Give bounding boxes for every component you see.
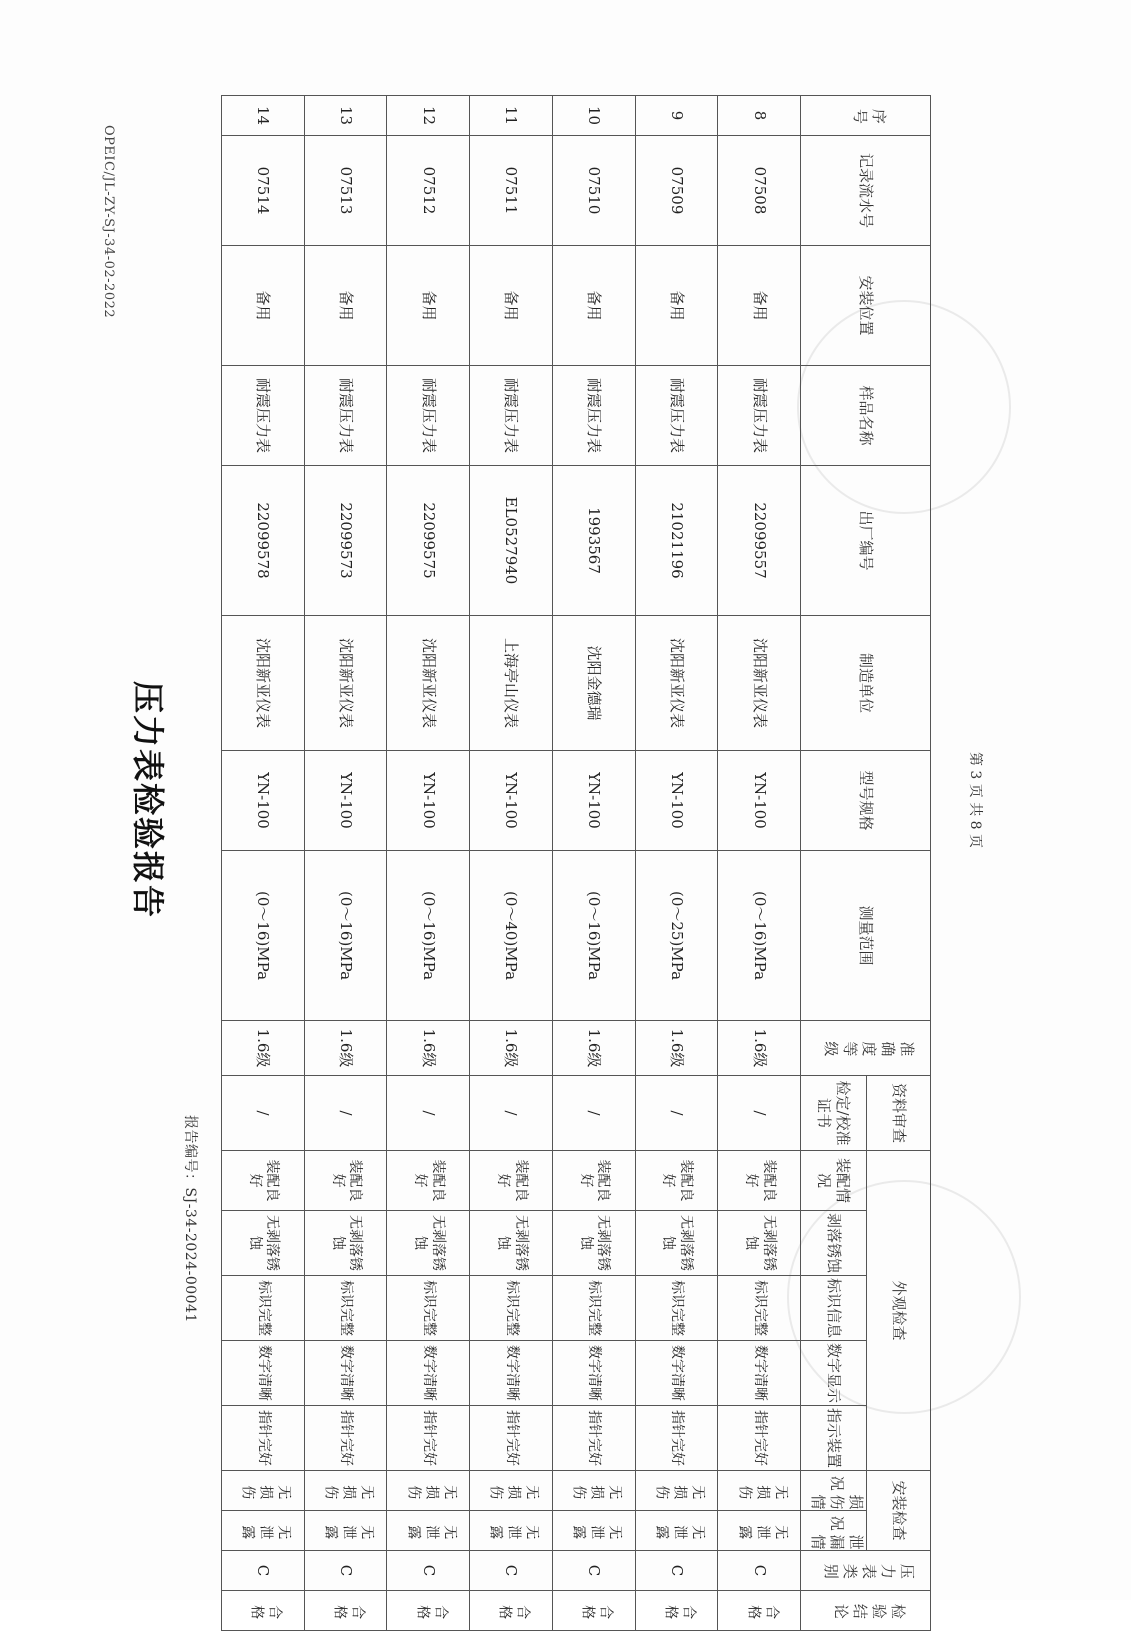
cell-leak bbox=[635, 1511, 718, 1551]
cell-manufacturer: 沈阳新亚仪表 bbox=[718, 616, 801, 751]
cell-certificate: / bbox=[304, 1076, 387, 1151]
cell-record-no: 07512 bbox=[387, 136, 470, 246]
cell-record-no: 07511 bbox=[470, 136, 553, 246]
cell-location: 备用 bbox=[470, 246, 553, 366]
header-damage-text: 损伤情况 bbox=[807, 1473, 865, 1511]
cell-assembly: 装配良好 bbox=[635, 1151, 718, 1211]
table-row bbox=[552, 96, 635, 1631]
cell-range: (0～16)MPa bbox=[222, 851, 305, 1021]
cell-damage-text: 无损伤 bbox=[569, 1483, 624, 1500]
cell-peeling: 无剥落锈蚀 bbox=[304, 1211, 387, 1276]
cell-conclusion-text: 合格 bbox=[330, 1603, 367, 1620]
cell-leak bbox=[304, 1511, 387, 1551]
cell-model: YN-100 bbox=[552, 751, 635, 851]
cell-assembly: 装配良好 bbox=[222, 1151, 305, 1211]
cell-damage bbox=[470, 1471, 553, 1511]
cell-location: 备用 bbox=[635, 246, 718, 366]
table-row bbox=[304, 96, 387, 1631]
cell-leak-text: 无泄露 bbox=[651, 1523, 706, 1540]
table-row bbox=[718, 96, 801, 1631]
cell-leak-text: 无泄露 bbox=[734, 1523, 789, 1540]
cell-digits: 数字清晰 bbox=[635, 1341, 718, 1406]
cell-record-no: 07508 bbox=[718, 136, 801, 246]
header-marking: 标识信息 bbox=[801, 1276, 867, 1341]
cell-marking: 标识完整 bbox=[552, 1276, 635, 1341]
cell-certificate: / bbox=[387, 1076, 470, 1151]
header-install-check: 安装检查 bbox=[867, 1471, 931, 1551]
cell-record-no: 07510 bbox=[552, 136, 635, 246]
cell-digits: 数字清晰 bbox=[552, 1341, 635, 1406]
header-location: 安装位置 bbox=[801, 246, 931, 366]
cell-marking: 标识完整 bbox=[304, 1276, 387, 1341]
inspection-table bbox=[221, 95, 931, 1631]
cell-range: (0～40)MPa bbox=[470, 851, 553, 1021]
cell-seq: 12 bbox=[387, 96, 470, 136]
cell-accuracy: 1.6级 bbox=[635, 1021, 718, 1076]
cell-location: 备用 bbox=[387, 246, 470, 366]
cell-certificate: / bbox=[635, 1076, 718, 1151]
cell-conclusion bbox=[635, 1591, 718, 1631]
header-range: 测量范围 bbox=[801, 851, 931, 1021]
cell-damage bbox=[222, 1471, 305, 1511]
cell-model: YN-100 bbox=[470, 751, 553, 851]
cell-pointer: 指针完好 bbox=[552, 1406, 635, 1471]
cell-record-no: 07509 bbox=[635, 136, 718, 246]
cell-manufacturer: 上海亭山仪表 bbox=[470, 616, 553, 751]
cell-damage bbox=[552, 1471, 635, 1511]
header-certificate: 检定/校准证书 bbox=[801, 1076, 867, 1151]
cell-conclusion-text: 合格 bbox=[247, 1603, 284, 1620]
cell-conclusion-text: 合格 bbox=[495, 1603, 532, 1620]
header-leak bbox=[801, 1511, 867, 1551]
cell-assembly: 装配良好 bbox=[304, 1151, 387, 1211]
table-body bbox=[222, 96, 801, 1631]
header-serial: 出厂编号 bbox=[801, 466, 931, 616]
cell-conclusion-text: 合格 bbox=[578, 1603, 615, 1620]
cell-pointer: 指针完好 bbox=[387, 1406, 470, 1471]
cell-range: (0～25)MPa bbox=[635, 851, 718, 1021]
cell-model: YN-100 bbox=[387, 751, 470, 851]
cell-certificate: / bbox=[552, 1076, 635, 1151]
cell-damage bbox=[635, 1471, 718, 1511]
cell-location: 备用 bbox=[222, 246, 305, 366]
cell-conclusion bbox=[304, 1591, 387, 1631]
cell-leak-text: 无泄露 bbox=[569, 1523, 624, 1540]
page-number: 第 3 页 共 8 页 bbox=[967, 751, 983, 849]
cell-marking: 标识完整 bbox=[718, 1276, 801, 1341]
cell-conclusion-text: 合格 bbox=[743, 1603, 780, 1620]
cell-accuracy: 1.6级 bbox=[470, 1021, 553, 1076]
cell-damage-text: 无损伤 bbox=[651, 1483, 706, 1500]
cell-gauge-class: C bbox=[387, 1551, 470, 1591]
cell-peeling: 无剥落锈蚀 bbox=[222, 1211, 305, 1276]
cell-model: YN-100 bbox=[222, 751, 305, 851]
cell-damage bbox=[387, 1471, 470, 1511]
cell-assembly: 装配良好 bbox=[470, 1151, 553, 1211]
cell-manufacturer: 沈阳新亚仪表 bbox=[304, 616, 387, 751]
cell-marking: 标识完整 bbox=[387, 1276, 470, 1341]
header-seq bbox=[801, 96, 931, 136]
cell-pointer: 指针完好 bbox=[470, 1406, 553, 1471]
header-manufacturer: 制造单位 bbox=[801, 616, 931, 751]
cell-gauge-class: C bbox=[635, 1551, 718, 1591]
cell-model: YN-100 bbox=[718, 751, 801, 851]
cell-digits: 数字清晰 bbox=[222, 1341, 305, 1406]
cell-range: (0～16)MPa bbox=[304, 851, 387, 1021]
cell-peeling: 无剥落锈蚀 bbox=[635, 1211, 718, 1276]
cell-seq: 11 bbox=[470, 96, 553, 136]
cell-pointer: 指针完好 bbox=[222, 1406, 305, 1471]
cell-leak bbox=[387, 1511, 470, 1551]
cell-leak bbox=[470, 1511, 553, 1551]
cell-accuracy: 1.6级 bbox=[718, 1021, 801, 1076]
header-model: 型号规格 bbox=[801, 751, 931, 851]
cell-damage-text: 无损伤 bbox=[486, 1483, 541, 1500]
cell-sample-name: 耐震压力表 bbox=[718, 366, 801, 466]
cell-gauge-class: C bbox=[222, 1551, 305, 1591]
cell-gauge-class: C bbox=[304, 1551, 387, 1591]
cell-manufacturer: 沈阳新亚仪表 bbox=[222, 616, 305, 751]
cell-peeling: 无剥落锈蚀 bbox=[387, 1211, 470, 1276]
cell-marking: 标识完整 bbox=[222, 1276, 305, 1341]
header-appearance: 外观检查 bbox=[867, 1151, 931, 1471]
cell-peeling: 无剥落锈蚀 bbox=[552, 1211, 635, 1276]
cell-damage-text: 无损伤 bbox=[734, 1483, 789, 1500]
cell-model: YN-100 bbox=[304, 751, 387, 851]
table-row bbox=[222, 96, 305, 1631]
cell-seq: 8 bbox=[718, 96, 801, 136]
header-damage bbox=[801, 1471, 867, 1511]
cell-sample-name: 耐震压力表 bbox=[470, 366, 553, 466]
header-seq-text: 序号 bbox=[848, 106, 887, 125]
cell-leak-text: 无泄露 bbox=[403, 1523, 458, 1540]
cell-sample-name: 耐震压力表 bbox=[387, 366, 470, 466]
cell-assembly: 装配良好 bbox=[387, 1151, 470, 1211]
cell-accuracy: 1.6级 bbox=[387, 1021, 470, 1076]
cell-serial: 22099573 bbox=[304, 466, 387, 616]
cell-sample-name: 耐震压力表 bbox=[552, 366, 635, 466]
cell-certificate: / bbox=[470, 1076, 553, 1151]
cell-marking: 标识完整 bbox=[470, 1276, 553, 1341]
cell-range: (0～16)MPa bbox=[552, 851, 635, 1021]
cell-serial: 22099557 bbox=[718, 466, 801, 616]
table-row bbox=[470, 96, 553, 1631]
cell-serial: 1993567 bbox=[552, 466, 635, 616]
header-pointer: 指示装置 bbox=[801, 1406, 867, 1471]
header-accuracy-text: 准确度等级 bbox=[820, 1039, 916, 1058]
cell-serial: EL0527940 bbox=[470, 466, 553, 616]
cell-record-no: 07514 bbox=[222, 136, 305, 246]
cell-damage-text: 无损伤 bbox=[238, 1483, 293, 1500]
cell-range: (0～16)MPa bbox=[387, 851, 470, 1021]
cell-location: 备用 bbox=[304, 246, 387, 366]
cell-assembly: 装配良好 bbox=[552, 1151, 635, 1211]
cell-accuracy: 1.6级 bbox=[222, 1021, 305, 1076]
header-assembly: 装配情况 bbox=[801, 1151, 867, 1211]
cell-sample-name: 耐震压力表 bbox=[222, 366, 305, 466]
cell-digits: 数字清晰 bbox=[387, 1341, 470, 1406]
cell-pointer: 指针完好 bbox=[304, 1406, 387, 1471]
table-row bbox=[635, 96, 718, 1631]
cell-digits: 数字清晰 bbox=[718, 1341, 801, 1406]
cell-seq: 10 bbox=[552, 96, 635, 136]
cell-conclusion bbox=[222, 1591, 305, 1631]
cell-accuracy: 1.6级 bbox=[304, 1021, 387, 1076]
cell-model: YN-100 bbox=[635, 751, 718, 851]
cell-conclusion bbox=[718, 1591, 801, 1631]
header-peeling: 剥落锈蚀 bbox=[801, 1211, 867, 1276]
header-digits: 数字显示 bbox=[801, 1341, 867, 1406]
cell-conclusion bbox=[387, 1591, 470, 1631]
cell-leak-text: 无泄露 bbox=[321, 1523, 376, 1540]
cell-certificate: / bbox=[718, 1076, 801, 1151]
cell-conclusion-text: 合格 bbox=[412, 1603, 449, 1620]
cell-leak bbox=[552, 1511, 635, 1551]
header-record-no: 记录流水号 bbox=[801, 136, 931, 246]
cell-certificate: / bbox=[222, 1076, 305, 1151]
cell-leak bbox=[222, 1511, 305, 1551]
cell-damage-text: 无损伤 bbox=[403, 1483, 458, 1500]
cell-damage bbox=[304, 1471, 387, 1511]
cell-conclusion-text: 合格 bbox=[660, 1603, 697, 1620]
header-doc-review: 资料审查 bbox=[867, 1076, 931, 1151]
cell-sample-name: 耐震压力表 bbox=[635, 366, 718, 466]
cell-pointer: 指针完好 bbox=[718, 1406, 801, 1471]
cell-seq: 9 bbox=[635, 96, 718, 136]
cell-damage-text: 无损伤 bbox=[321, 1483, 376, 1500]
cell-digits: 数字清晰 bbox=[470, 1341, 553, 1406]
header-sample-name: 样品名称 bbox=[801, 366, 931, 466]
report-title: 压力表检验报告 bbox=[129, 680, 167, 919]
form-code: OPEIC/JL-ZY-SJ-34-02-2022 bbox=[101, 125, 116, 319]
cell-digits: 数字清晰 bbox=[304, 1341, 387, 1406]
cell-damage bbox=[718, 1471, 801, 1511]
cell-serial: 22099578 bbox=[222, 466, 305, 616]
cell-manufacturer: 沈阳金德瑞 bbox=[552, 616, 635, 751]
cell-marking: 标识完整 bbox=[635, 1276, 718, 1341]
cell-range: (0～16)MPa bbox=[718, 851, 801, 1021]
cell-conclusion bbox=[470, 1591, 553, 1631]
header-accuracy bbox=[801, 1021, 931, 1076]
header-gauge-class bbox=[801, 1551, 931, 1591]
report-number: 报告编号：SJ-34-2024-00041 bbox=[182, 1115, 198, 1323]
cell-leak bbox=[718, 1511, 801, 1551]
cell-leak-text: 无泄露 bbox=[486, 1523, 541, 1540]
cell-seq: 14 bbox=[222, 96, 305, 136]
header-conclusion-text: 检验结论 bbox=[829, 1601, 906, 1620]
header-conclusion bbox=[801, 1591, 931, 1631]
cell-peeling: 无剥落锈蚀 bbox=[718, 1211, 801, 1276]
header-gauge-class-text: 压力表类别 bbox=[820, 1561, 916, 1580]
cell-record-no: 07513 bbox=[304, 136, 387, 246]
cell-conclusion bbox=[552, 1591, 635, 1631]
table-row bbox=[387, 96, 470, 1631]
cell-location: 备用 bbox=[718, 246, 801, 366]
cell-seq: 13 bbox=[304, 96, 387, 136]
cell-serial: 21021196 bbox=[635, 466, 718, 616]
cell-sample-name: 耐震压力表 bbox=[304, 366, 387, 466]
cell-manufacturer: 沈阳新亚仪表 bbox=[387, 616, 470, 751]
cell-gauge-class: C bbox=[470, 1551, 553, 1591]
cell-peeling: 无剥落锈蚀 bbox=[470, 1211, 553, 1276]
cell-gauge-class: C bbox=[552, 1551, 635, 1591]
cell-manufacturer: 沈阳新亚仪表 bbox=[635, 616, 718, 751]
cell-gauge-class: C bbox=[718, 1551, 801, 1591]
cell-leak-text: 无泄露 bbox=[238, 1523, 293, 1540]
cell-serial: 22099575 bbox=[387, 466, 470, 616]
header-leak-text: 泄漏情况 bbox=[807, 1513, 865, 1551]
cell-assembly: 装配良好 bbox=[718, 1151, 801, 1211]
cell-pointer: 指针完好 bbox=[635, 1406, 718, 1471]
cell-location: 备用 bbox=[552, 246, 635, 366]
cell-accuracy: 1.6级 bbox=[552, 1021, 635, 1076]
